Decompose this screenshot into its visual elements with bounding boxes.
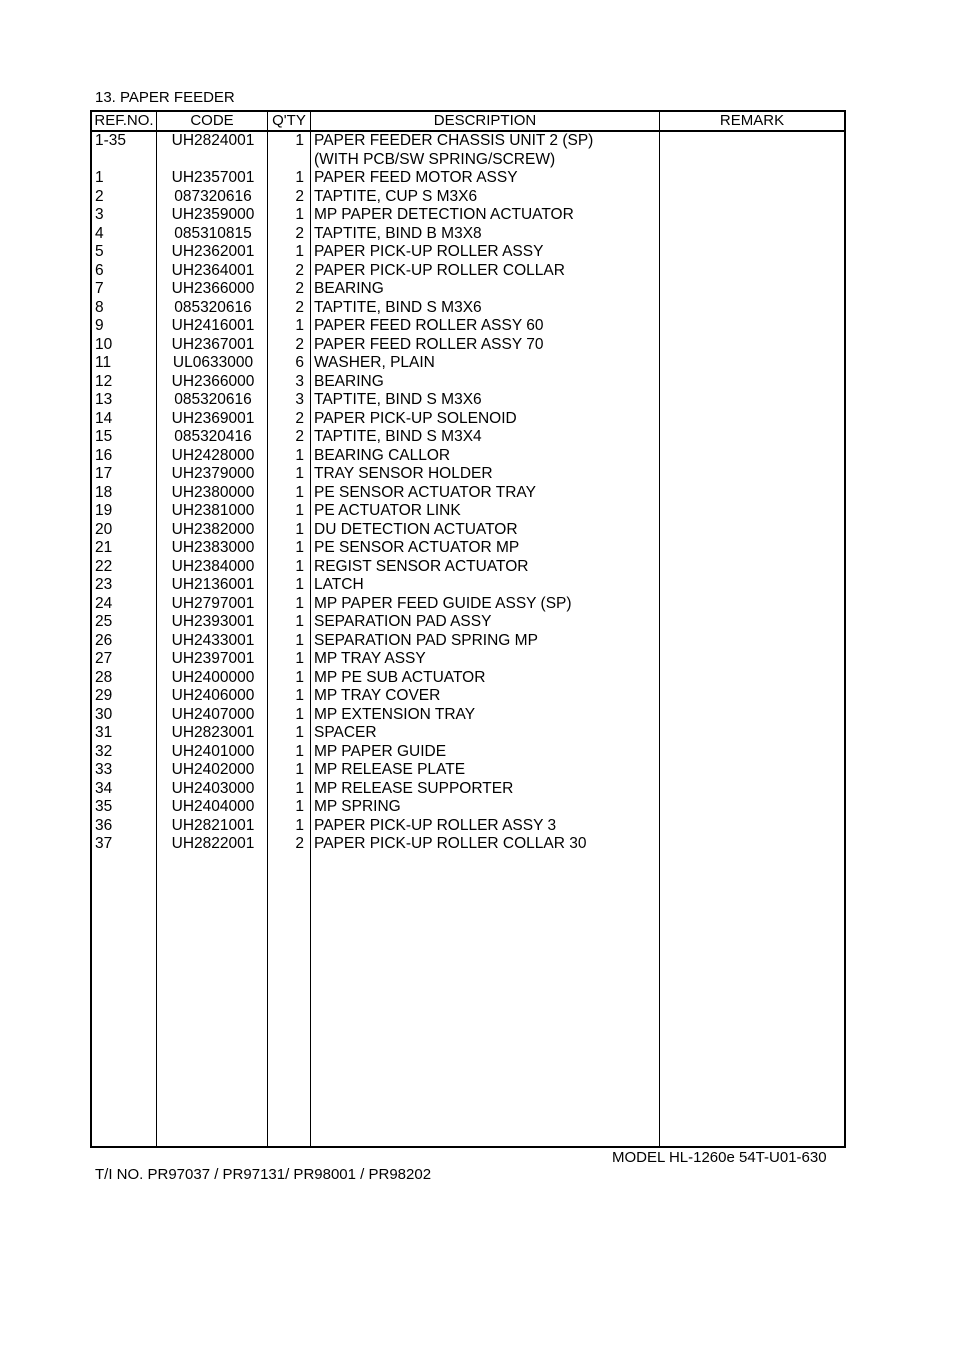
table-row — [92, 632, 844, 651]
code-cell: UH2824001 — [171, 132, 255, 149]
ref-cell: 37 — [95, 835, 113, 852]
code-cell: UH2416001 — [171, 317, 255, 334]
code-cell: UH2407000 — [171, 705, 255, 723]
qty-cell: 1 — [295, 446, 304, 464]
code-cell: UH2362001 — [171, 243, 255, 260]
ref-cell: 19 — [95, 502, 113, 519]
description-cell: TRAY SENSOR HOLDER — [314, 465, 493, 482]
table-row — [92, 706, 844, 725]
description-cell: PAPER FEED ROLLER ASSY 70 — [314, 335, 544, 353]
code-cell: UH2359000 — [171, 206, 255, 223]
ref-cell: 12 — [95, 372, 113, 390]
qty-cell: 1 — [295, 169, 304, 186]
qty-cell: 1 — [295, 779, 304, 797]
code-cell: UH2823001 — [171, 724, 255, 741]
table-row — [92, 817, 844, 836]
table-row — [92, 613, 844, 632]
code-cell: 085310815 — [174, 224, 252, 242]
table-row — [92, 650, 844, 669]
description-cell: MP PAPER GUIDE — [314, 742, 447, 760]
qty-cell: 1 — [295, 539, 304, 556]
qty-cell: 1 — [295, 132, 304, 149]
description-cell: PAPER FEED ROLLER ASSY 60 — [314, 317, 544, 334]
table-row — [92, 539, 844, 558]
description-cell: PE SENSOR ACTUATOR MP — [314, 539, 520, 556]
qty-cell: 1 — [295, 705, 304, 723]
ref-cell: 34 — [95, 779, 113, 797]
table-row — [92, 743, 844, 762]
code-cell: UH2380000 — [171, 483, 255, 501]
ref-cell: 15 — [95, 428, 113, 445]
qty-cell: 1 — [295, 631, 304, 649]
description-cell: BEARING — [314, 280, 384, 297]
qty-cell: 3 — [295, 391, 304, 408]
ref-cell: 31 — [95, 724, 113, 741]
table-row — [92, 576, 844, 595]
description-cell: PAPER FEED MOTOR ASSY — [314, 169, 518, 186]
ref-cell: 5 — [95, 243, 104, 260]
table-row — [92, 521, 844, 540]
code-cell: 085320616 — [174, 298, 252, 316]
header-description: DESCRIPTION — [433, 112, 537, 129]
parts-table — [90, 110, 846, 1148]
ref-cell: 3 — [95, 206, 104, 223]
code-cell: UH2379000 — [171, 465, 255, 482]
description-cell: MP RELEASE SUPPORTER — [314, 779, 514, 797]
header-qty: Q'TY — [272, 112, 306, 129]
description-cell: PE ACTUATOR LINK — [314, 502, 461, 519]
ref-cell: 36 — [95, 816, 113, 834]
description-cell: MP EXTENSION TRAY — [314, 705, 476, 723]
table-row — [92, 169, 844, 188]
code-cell: UH2357001 — [171, 169, 255, 186]
ref-cell: 11 — [95, 354, 112, 371]
description-cell: REGIST SENSOR ACTUATOR — [314, 557, 529, 575]
qty-cell: 1 — [295, 668, 304, 686]
table-row — [92, 373, 844, 392]
qty-cell: 1 — [295, 761, 304, 778]
code-cell: 087320616 — [174, 187, 252, 205]
table-row — [92, 354, 844, 373]
table-row — [92, 724, 844, 743]
qty-cell: 1 — [295, 798, 304, 815]
qty-cell: 2 — [295, 409, 304, 427]
code-cell: UH2397001 — [171, 650, 255, 667]
description-cell: LATCH — [314, 576, 364, 593]
description-cell: TAPTITE, BIND S M3X6 — [314, 391, 482, 408]
table-row — [92, 299, 844, 318]
code-cell: UH2401000 — [171, 742, 255, 760]
table-row — [92, 391, 844, 410]
qty-cell: 1 — [295, 576, 304, 593]
table-row — [92, 410, 844, 429]
qty-cell: 1 — [295, 594, 304, 612]
table-row — [92, 447, 844, 466]
code-cell: UH2402000 — [171, 761, 255, 778]
qty-cell: 2 — [295, 280, 304, 297]
table-row — [92, 132, 844, 151]
ti-number: T/I NO. PR97037 / PR97131/ PR98001 / PR98202 — [95, 1166, 432, 1183]
code-cell: UH2433001 — [171, 631, 255, 649]
qty-cell: 2 — [295, 261, 304, 279]
table-row — [92, 798, 844, 817]
qty-cell: 1 — [295, 520, 304, 538]
table-row — [92, 558, 844, 577]
table-row — [92, 280, 844, 299]
section-title: 13. PAPER FEEDER — [95, 89, 235, 106]
description-cell: PAPER PICK-UP SOLENOID — [314, 409, 517, 427]
code-cell: UH2364001 — [171, 261, 255, 279]
description-cell: MP RELEASE PLATE — [314, 761, 466, 778]
table-row — [92, 502, 844, 521]
ref-cell: 8 — [95, 298, 104, 316]
description-cell: PAPER PICK-UP ROLLER ASSY — [314, 243, 544, 260]
description-cell: MP PAPER DETECTION ACTUATOR — [314, 206, 574, 223]
description-cell: PAPER PICK-UP ROLLER COLLAR 30 — [314, 835, 587, 852]
ref-cell: 26 — [95, 631, 113, 649]
qty-cell: 2 — [295, 428, 304, 445]
code-cell: UH2369001 — [171, 409, 255, 427]
table-row — [92, 835, 844, 854]
description-cell: DU DETECTION ACTUATOR — [314, 520, 518, 538]
code-cell: UH2384000 — [171, 557, 255, 575]
model-number: MODEL HL-1260e 54T-U01-630 — [612, 1149, 827, 1166]
code-cell: UH2383000 — [171, 539, 255, 556]
ref-cell: 30 — [95, 705, 113, 723]
qty-cell: 2 — [295, 335, 304, 353]
table-row — [92, 225, 844, 244]
table-row — [92, 151, 844, 170]
description-cell: MP SPRING — [314, 798, 401, 815]
table-row — [92, 687, 844, 706]
ref-cell: 27 — [95, 650, 113, 667]
description-cell: TAPTITE, BIND S M3X6 — [314, 298, 482, 316]
qty-cell: 1 — [295, 742, 304, 760]
description-cell: MP TRAY COVER — [314, 687, 441, 704]
table-row — [92, 262, 844, 281]
ref-cell: 32 — [95, 742, 113, 760]
qty-cell: 6 — [295, 354, 304, 371]
code-cell: UH2381000 — [171, 502, 255, 519]
table-row — [92, 465, 844, 484]
qty-cell: 1 — [295, 816, 304, 834]
table-body — [92, 132, 844, 854]
code-cell: UH2403000 — [171, 779, 255, 797]
ref-cell: 4 — [95, 224, 104, 242]
code-cell: UH2367001 — [171, 335, 255, 353]
qty-cell: 2 — [295, 187, 304, 205]
code-cell: UH2797001 — [171, 594, 255, 612]
ref-cell: 29 — [95, 687, 113, 704]
qty-cell: 3 — [295, 372, 304, 390]
description-cell: SPACER — [314, 724, 377, 741]
qty-cell: 1 — [295, 557, 304, 575]
code-cell: UL0633000 — [172, 354, 254, 371]
description-cell: SEPARATION PAD SPRING MP — [314, 631, 538, 649]
description-cell: TAPTITE, BIND S M3X4 — [314, 428, 482, 445]
ref-cell: 24 — [95, 594, 113, 612]
code-cell: 085320616 — [174, 391, 252, 408]
table-row — [92, 484, 844, 503]
table-row — [92, 206, 844, 225]
qty-cell: 2 — [295, 298, 304, 316]
ref-cell: 20 — [95, 520, 113, 538]
ref-cell: 2 — [95, 187, 104, 205]
ref-cell: 35 — [95, 798, 113, 815]
ref-cell: 21 — [95, 539, 113, 556]
description-cell: BEARING — [314, 372, 384, 390]
code-cell: UH2428000 — [171, 446, 255, 464]
ref-cell: 25 — [95, 613, 113, 630]
code-cell: UH2136001 — [171, 576, 255, 593]
ref-cell: 17 — [95, 465, 113, 482]
code-cell: 085320416 — [174, 428, 252, 445]
description-cell: MP PAPER FEED GUIDE ASSY (SP) — [314, 594, 572, 612]
qty-cell: 1 — [295, 483, 304, 501]
qty-cell: 2 — [295, 224, 304, 242]
description-cell: (WITH PCB/SW SPRING/SCREW) — [314, 150, 556, 168]
ref-cell: 33 — [95, 761, 113, 778]
qty-cell: 1 — [295, 613, 304, 630]
table-row — [92, 243, 844, 262]
ref-cell: 16 — [95, 446, 113, 464]
qty-cell: 1 — [295, 687, 304, 704]
ref-cell: 14 — [95, 409, 113, 427]
ref-cell: 1 — [95, 169, 104, 186]
table-row — [92, 317, 844, 336]
code-cell: UH2393001 — [171, 613, 255, 630]
description-cell: SEPARATION PAD ASSY — [314, 613, 492, 630]
qty-cell: 1 — [295, 724, 304, 741]
header-ref: REF.NO. — [94, 112, 154, 129]
qty-cell: 1 — [295, 650, 304, 667]
description-cell: PAPER PICK-UP ROLLER COLLAR — [314, 261, 565, 279]
description-cell: PAPER PICK-UP ROLLER ASSY 3 — [314, 816, 557, 834]
description-cell: WASHER, PLAIN — [314, 354, 435, 371]
table-row — [92, 669, 844, 688]
table-row — [92, 336, 844, 355]
ref-cell: 13 — [95, 391, 113, 408]
description-cell: MP PE SUB ACTUATOR — [314, 668, 486, 686]
code-cell: UH2366000 — [171, 280, 255, 297]
qty-cell: 2 — [295, 835, 304, 852]
table-row — [92, 428, 844, 447]
ref-cell: 18 — [95, 483, 113, 501]
qty-cell: 1 — [295, 502, 304, 519]
ref-cell: 10 — [95, 335, 113, 353]
qty-cell: 1 — [295, 206, 304, 223]
qty-cell: 1 — [295, 317, 304, 334]
ref-cell: 1-35 — [95, 132, 127, 149]
table-row — [92, 780, 844, 799]
description-cell: PAPER FEEDER CHASSIS UNIT 2 (SP) — [314, 132, 594, 149]
header-remark: REMARK — [719, 112, 785, 129]
ref-cell: 7 — [95, 280, 104, 297]
table-row — [92, 595, 844, 614]
code-cell: UH2366000 — [171, 372, 255, 390]
description-cell: TAPTITE, BIND B M3X8 — [314, 224, 482, 242]
ref-cell: 22 — [95, 557, 113, 575]
description-cell: MP TRAY ASSY — [314, 650, 426, 667]
ref-cell: 23 — [95, 576, 113, 593]
ref-cell: 28 — [95, 668, 113, 686]
qty-cell: 1 — [295, 465, 304, 482]
code-cell: UH2406000 — [171, 687, 255, 704]
description-cell: BEARING CALLOR — [314, 446, 451, 464]
description-cell: PE SENSOR ACTUATOR TRAY — [314, 483, 536, 501]
code-cell: UH2382000 — [171, 520, 255, 538]
ref-cell: 9 — [95, 317, 104, 334]
code-cell: UH2404000 — [171, 798, 255, 815]
code-cell: UH2821001 — [171, 816, 255, 834]
code-cell: UH2400000 — [171, 668, 255, 686]
ref-cell: 6 — [95, 261, 104, 279]
description-cell: TAPTITE, CUP S M3X6 — [314, 187, 478, 205]
table-row — [92, 188, 844, 207]
header-code: CODE — [190, 112, 234, 129]
qty-cell: 1 — [295, 243, 304, 260]
table-row — [92, 761, 844, 780]
code-cell: UH2822001 — [171, 835, 255, 852]
